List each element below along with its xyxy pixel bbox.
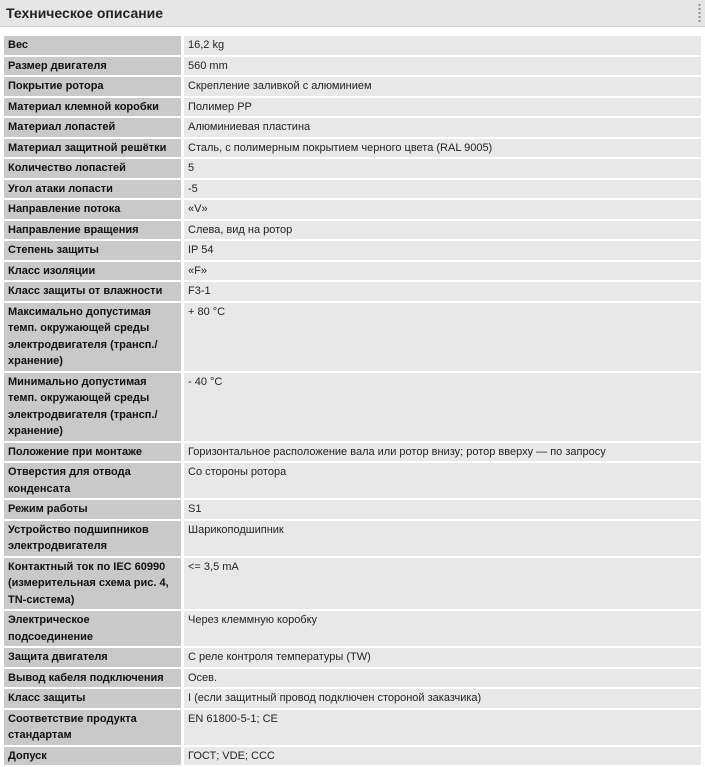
spec-value: Шарикоподшипник (183, 520, 702, 557)
spec-value: 16,2 kg (183, 36, 702, 56)
spec-value: EN 61800-5-1; CE (183, 709, 702, 746)
spec-value: «V» (183, 199, 702, 220)
spec-value: Через клеммную коробку (183, 610, 702, 647)
spec-label: Электрическое подсоединение (4, 610, 183, 647)
spec-label: Вывод кабеля подключения (4, 668, 183, 689)
spec-value: Сталь, с полимерным покрытием черного цвета (RAL 9005) (183, 138, 702, 159)
table-row (4, 520, 701, 557)
spec-value: I (если защитный провод подключен стороной заказчика) (183, 688, 702, 709)
spec-label: Устройство подшипников электродвигателя (4, 520, 183, 557)
spec-table (4, 36, 701, 767)
table-row (4, 97, 701, 118)
table-row (4, 36, 701, 56)
spec-label: Материал клемной коробки (4, 97, 183, 118)
spec-value: IP 54 (183, 240, 702, 261)
spec-label: Количество лопастей (4, 158, 183, 179)
table-row (4, 709, 701, 746)
spec-label: Степень защиты (4, 240, 183, 261)
spec-label: Контактный ток по IEC 60990 (измерительная схема рис. 4, TN-система) (4, 557, 183, 611)
table-row (4, 261, 701, 282)
spec-value: Горизонтальное расположение вала или ротор внизу; ротор вверху — по запросу (183, 442, 702, 463)
spec-label: Соответствие продукта стандартам (4, 709, 183, 746)
table-row (4, 179, 701, 200)
section-title: Техническое описание (6, 5, 164, 21)
table-row (4, 557, 701, 611)
spec-label: Класс защиты (4, 688, 183, 709)
spec-label: Покрытие ротора (4, 76, 183, 97)
table-row (4, 442, 701, 463)
table-row (4, 372, 701, 442)
spec-value: 5 (183, 158, 702, 179)
spec-value: -5 (183, 179, 702, 200)
spec-value: + 80 °C (183, 302, 702, 372)
spec-label: Размер двигателя (4, 56, 183, 77)
spec-value: F3-1 (183, 281, 702, 302)
spec-label: Положение при монтаже (4, 442, 183, 463)
spec-value: - 40 °C (183, 372, 702, 442)
table-row (4, 199, 701, 220)
spec-label: Отверстия для отвода конденсата (4, 462, 183, 499)
table-row (4, 746, 701, 767)
spec-label: Минимально допустимая темп. окружающей среды электродвигателя (трансп./хранение) (4, 372, 183, 442)
spec-label: Направление вращения (4, 220, 183, 241)
spec-label: Угол атаки лопасти (4, 179, 183, 200)
spec-label: Допуск (4, 746, 183, 767)
spec-value: ГОСТ; VDE; CCC (183, 746, 702, 767)
spec-value: «F» (183, 261, 702, 282)
table-row (4, 688, 701, 709)
table-row (4, 668, 701, 689)
spec-label: Режим работы (4, 499, 183, 520)
spec-value: Алюминиевая пластина (183, 117, 702, 138)
section-header (0, 0, 705, 27)
spec-value: 560 mm (183, 56, 702, 77)
spec-value: Со стороны ротора (183, 462, 702, 499)
table-row (4, 240, 701, 261)
table-row (4, 138, 701, 159)
table-row (4, 302, 701, 372)
spec-label: Класс изоляции (4, 261, 183, 282)
table-row (4, 499, 701, 520)
table-row (4, 76, 701, 97)
spec-label: Направление потока (4, 199, 183, 220)
grip-dots-icon (698, 3, 701, 23)
table-row (4, 117, 701, 138)
table-row (4, 610, 701, 647)
spec-value: Скрепление заливкой с алюминием (183, 76, 702, 97)
table-row (4, 462, 701, 499)
table-row (4, 220, 701, 241)
spec-value: <= 3,5 mA (183, 557, 702, 611)
table-row (4, 158, 701, 179)
table-row (4, 281, 701, 302)
spec-label: Материал лопастей (4, 117, 183, 138)
spec-value: Слева, вид на ротор (183, 220, 702, 241)
spec-label: Вес (4, 36, 183, 56)
spec-value: Полимер PP (183, 97, 702, 118)
table-row (4, 56, 701, 77)
table-row (4, 647, 701, 668)
spec-value: С реле контроля температуры (TW) (183, 647, 702, 668)
spec-value: S1 (183, 499, 702, 520)
spec-label: Максимально допустимая темп. окружающей среды электродвигателя (трансп./хранение) (4, 302, 183, 372)
spec-value: Осев. (183, 668, 702, 689)
spec-label: Материал защитной решётки (4, 138, 183, 159)
spec-label: Защита двигателя (4, 647, 183, 668)
spec-label: Класс защиты от влажности (4, 281, 183, 302)
